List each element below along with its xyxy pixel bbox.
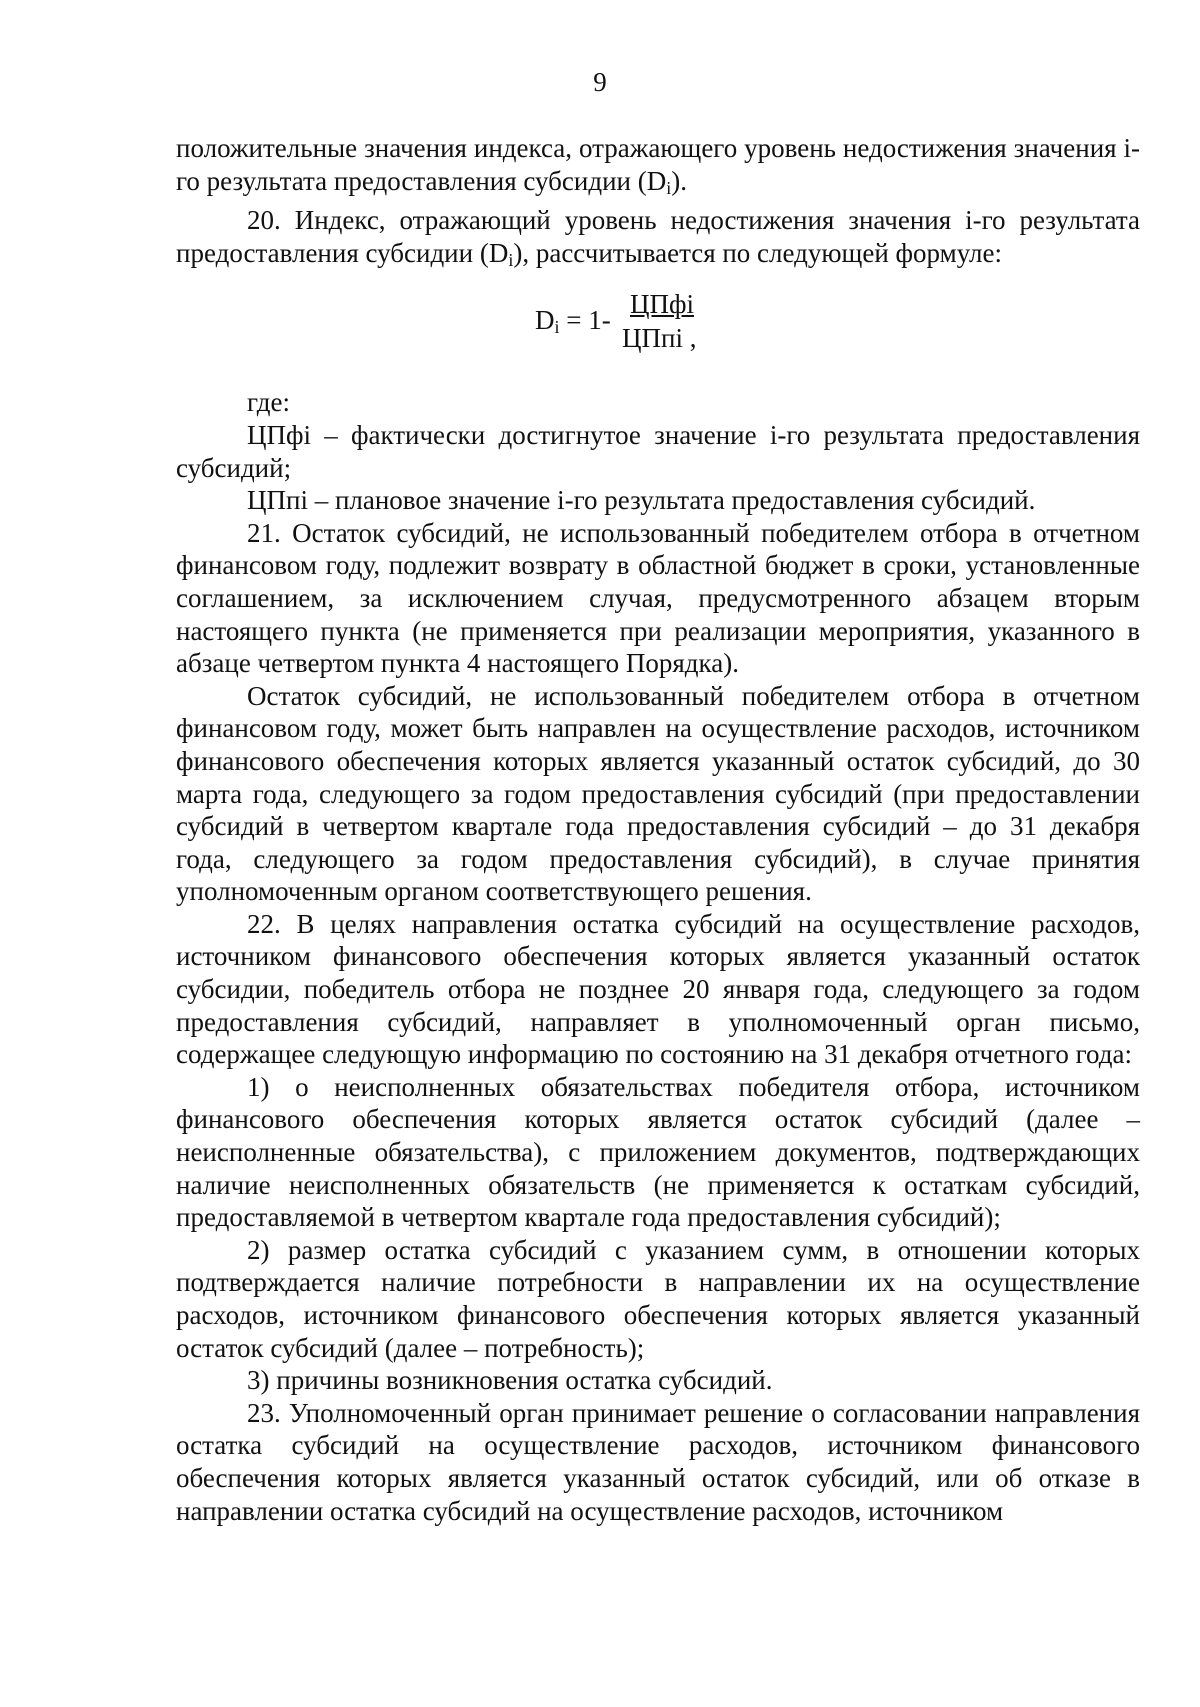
document-body: [176, 132, 1140, 1527]
paragraph-def-fact: ЦПфi – фактически достигнутое значение i-го результата предоставления субсидий;: [176, 419, 1140, 483]
paragraph-22-item-1: 1) о неисполненных обязательствах победителя отбора, источником финансового обеспечения которых является остаток субсидий (далее – неисполненные обязательства), с приложением документов, подтверждающих наличие неисполненных обязательств (не применяется к остаткам субсидий, предоставляемой в четвертом квартале года предоставления субсидий);: [176, 1071, 1140, 1233]
page-number: 9: [593, 67, 607, 97]
paragraph-22-item-2: 2) размер остатка субсидий с указанием сумм, в отношении которых подтверждается наличие потребности в направлении их на осуществление расходов, источником финансового обеспечения которых является указанный остаток субсидий (далее – потребность);: [176, 1234, 1140, 1363]
formula-di: [176, 276, 1140, 386]
paragraph-21-second: Остаток субсидий, не использованный победителем отбора в отчетном финансовом году, может быть направлен на осуществление расходов, источником финансового обеспечения которых является указанный остаток субсидий, до 30 марта года, следующего за годом предоставления субсидий (при предоставлении субсидий в четвертом квартале года предоставления субсидий – до 31 декабря года, следующего за годом предоставления субсидий), в случае принятия уполномоченным органом соответствующего решения.: [176, 680, 1140, 907]
formula-lhs: $D_i = 1-$: [535, 305, 611, 338]
formula-denominator: ЦПпi ,: [622, 323, 697, 354]
paragraph-def-plan: ЦПпi – плановое значение i-го результата предоставления субсидий.: [247, 485, 1036, 516]
paragraph-where: где:: [247, 387, 290, 418]
paragraph-20: 20. Индекс, отражающий уровень недостижения значения i-го результата предоставления субсидии $(D_i)$, рассчитывается по следующей формуле:: [176, 205, 1140, 270]
formula-numerator: ЦПфi: [630, 289, 694, 320]
paragraph-22: 22. В целях направления остатка субсидий на осуществление расходов, источником финансового обеспечения которых является указанный остаток субсидии, победитель отбора не позднее 20 января года, следующего за годом предоставления субсидий, направляет в уполномоченный орган письмо, содержащее следующую информацию по состоянию на 31 декабря отчетного года:: [176, 908, 1140, 1070]
paragraph-continuation: положительные значения индекса, отражающего уровень недостижения значения i-го результата предоставления субсидии $(D_i)$.: [176, 133, 1140, 198]
paragraph-21: 21. Остаток субсидий, не использованный победителем отбора в отчетном финансовом году, подлежит возврату в областной бюджет в сроки, установленные соглашением, за исключением случая, предусмотренного абзацем вторым настоящего пункта (не применяется при реализации мероприятия, указанного в абзаце четвертом пункта 4 настоящего Порядка).: [176, 517, 1140, 679]
paragraph-23: 23. Уполномоченный орган принимает решение о согласовании направления остатка субсидий на осуществление расходов, источником финансового обеспечения которых является указанный остаток субсидий, или об отказе в направлении остатка субсидий на осуществление расходов, источником: [176, 1397, 1140, 1526]
paragraph-22-item-3: 3) причины возникновения остатка субсидий.: [247, 1365, 773, 1396]
